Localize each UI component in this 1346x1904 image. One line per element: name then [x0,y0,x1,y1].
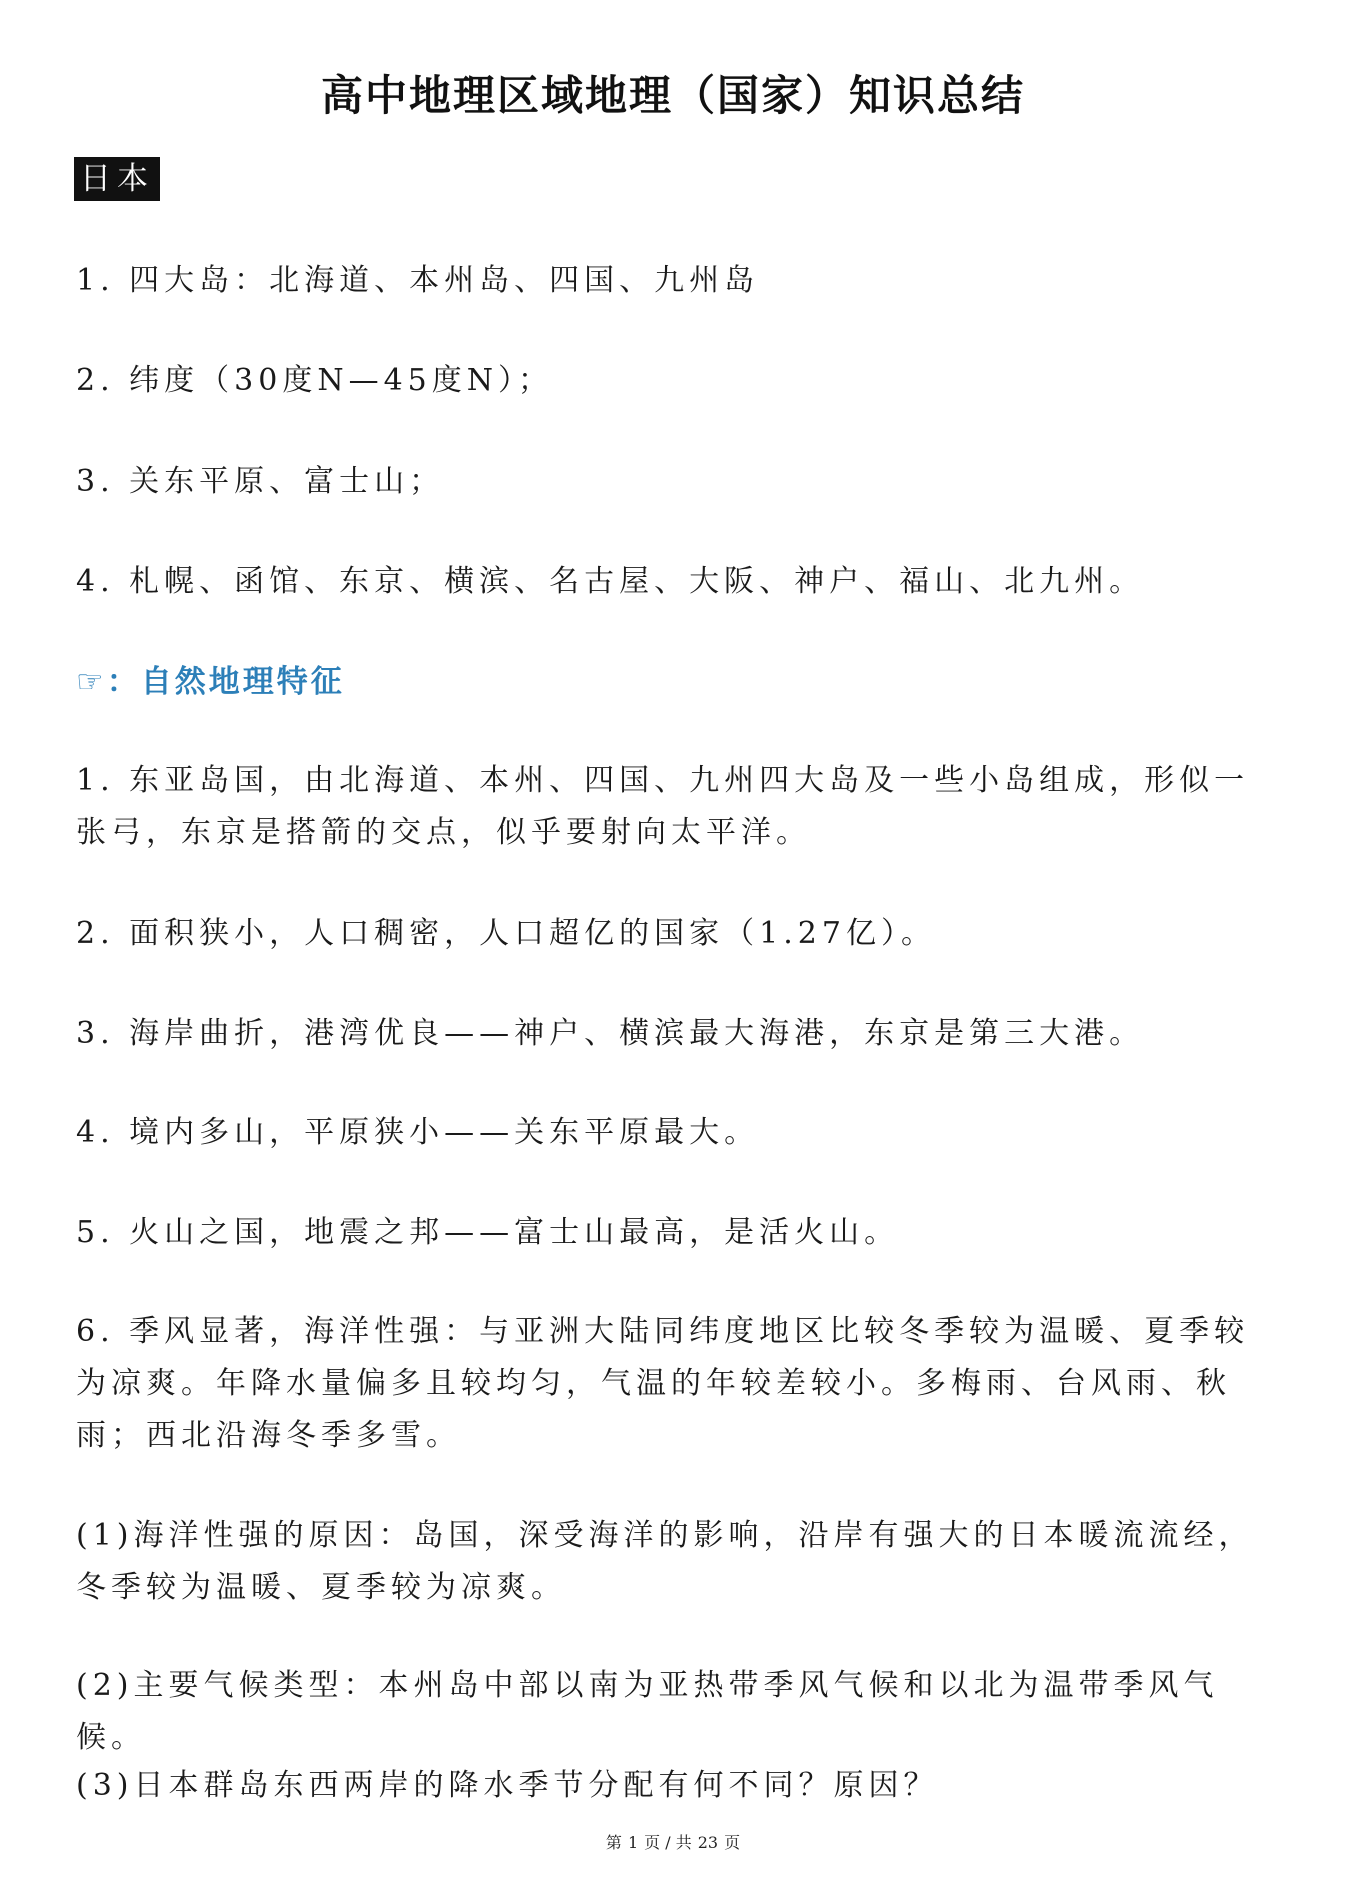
footer-mid: 页 / 共 [644,1833,692,1852]
footer-page-total: 23 [697,1833,719,1852]
section-item: (1)海洋性强的原因：岛国，深受海洋的影响，沿岸有强大的日本暖流流经，冬季较为温暖、夏季较为凉爽。 [76,1518,1254,1605]
intro-item: 2. 纬度（30度N—45度N）； [76,363,554,398]
section-item: 6. 季风显著，海洋性强：与亚洲大陆同纬度地区比较冬季较为温暖、夏季较为凉爽。年降水量偏多且较均匀，气温的年较差较小。多梅雨、台风雨、秋雨；西北沿海冬季多雪。 [76,1314,1250,1453]
page-footer [0,1832,1346,1854]
section-item: 3. 海岸曲折，港湾优良——神户、横滨最大海港，东京是第三大港。 [76,1016,1145,1051]
country-tag: 日本 [74,157,160,201]
section-item: 4. 境内多山，平原狭小——关东平原最大。 [76,1115,760,1150]
footer-prefix: 第 [605,1833,622,1852]
footer-page-current: 1 [627,1833,639,1852]
section-item: (2)主要气候类型：本州岛中部以南为亚热带季风气候和以北为温带季风气候。 [76,1668,1219,1755]
section-heading: ☞：自然地理特征 [76,664,345,700]
section-item: 2. 面积狭小，人口稠密，人口超亿的国家（1.27亿）。 [76,916,936,951]
section-item: (3)日本群岛东西两岸的降水季节分配有何不同？原因？ [76,1768,939,1803]
intro-item: 4. 札幌、函馆、东京、横滨、名古屋、大阪、神户、福山、北九州。 [76,564,1145,599]
document-title: 高中地理区域地理（国家）知识总结 [320,71,1025,120]
section-item: 1. 东亚岛国，由北海道、本州、四国、九州四大岛及一些小岛组成，形似一张弓，东京是搭箭的交点，似乎要射向太平洋。 [76,763,1250,850]
section-item: 5. 火山之国，地震之邦——富士山最高，是活火山。 [76,1215,900,1250]
intro-item: 1. 四大岛：北海道、本州岛、四国、九州岛 [76,263,760,298]
footer-suffix: 页 [724,1833,741,1852]
intro-item: 3. 关东平原、富士山； [76,464,445,499]
